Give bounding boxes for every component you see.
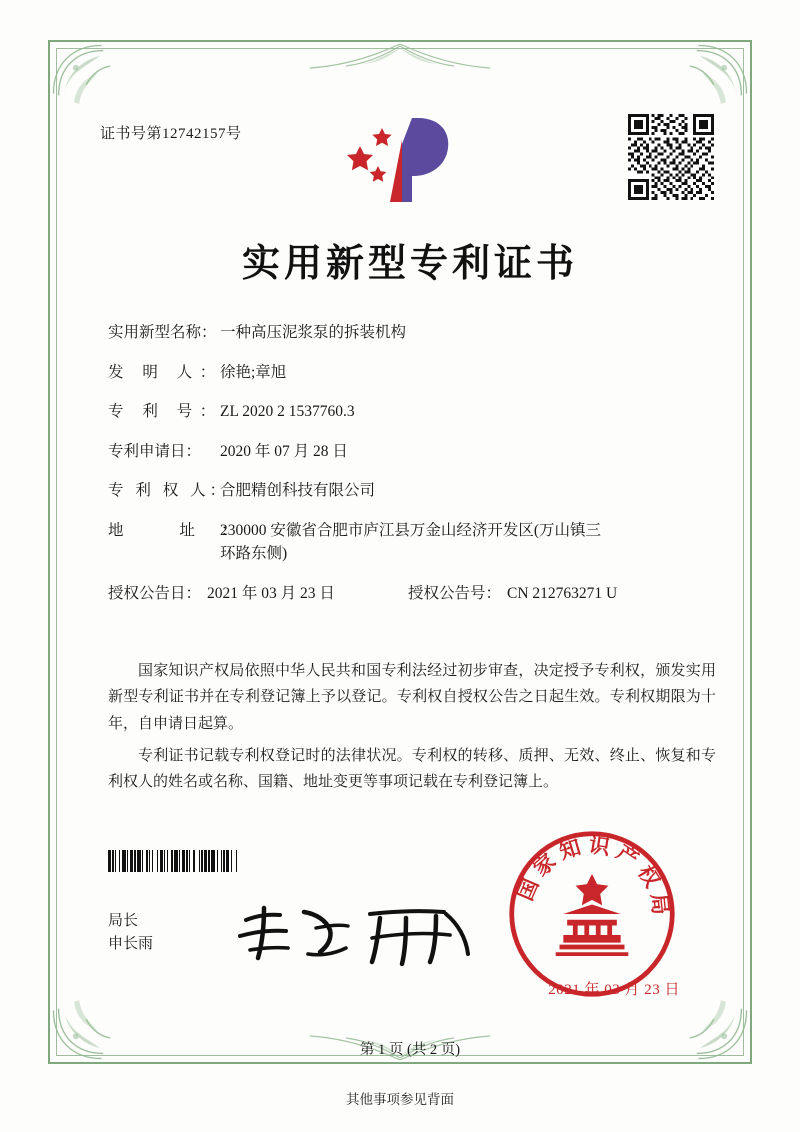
paragraph-2: 专利证书记载专利权登记时的法律状况。专利权的转移、质押、无效、终止、恢复和专利权人的姓名或名称、国籍、地址变更等事项记载在专利登记簿上。 <box>108 747 716 790</box>
barcode <box>108 850 323 872</box>
seal-date: 2021 年 03 月 23 日 <box>548 982 680 998</box>
signature-block <box>108 910 153 957</box>
field-list <box>108 325 720 607</box>
signature-name: 申长雨 <box>108 936 154 953</box>
field-row-application-date <box>108 444 720 460</box>
field-row-patent-number <box>108 404 720 420</box>
page-number: 第 1 页 (共 2 页) <box>359 1042 461 1058</box>
handwritten-signature-icon <box>230 898 490 970</box>
field-value: 徐艳;章旭 <box>220 363 287 381</box>
cnipa-logo-icon <box>340 110 470 210</box>
page-title: 实用新型专利证书 <box>241 241 578 285</box>
field-label: 专利申请日： <box>108 442 202 460</box>
field-label: 专 利 权 人： <box>108 482 230 499</box>
field-row-patentee <box>108 483 720 499</box>
field-label: 实用新型名称： <box>108 324 217 341</box>
field-label: 授权公告号： <box>408 584 502 602</box>
field-row-utility-model-name <box>108 325 720 341</box>
svg-text:国家知识产权局: 国家知识产权局 <box>512 831 675 922</box>
edge-ornament-icon <box>150 44 650 70</box>
field-value: CN 212763271 U <box>507 584 618 602</box>
field-value: 2020 年 07 月 28 日 <box>220 442 348 460</box>
field-label: 发 明 人： <box>108 363 223 381</box>
field-value: 230000 安徽省合肥市庐江县万金山经济开发区(万山镇三 <box>220 521 602 539</box>
footnote: 其他事项参见背面 <box>346 1092 454 1107</box>
field-row-announcement <box>108 586 720 602</box>
field-label: 专 利 号： <box>108 403 223 420</box>
corner-ornament-icon <box>50 42 136 128</box>
field-value: 2021 年 03 月 23 日 <box>207 584 335 602</box>
field-value-line2: 环路东侧) <box>220 545 288 562</box>
official-seal <box>506 828 678 1000</box>
field-row-inventor <box>108 365 720 381</box>
field-value: 合肥精创科技有限公司 <box>220 482 376 499</box>
field-value: ZL 2020 2 1537760.3 <box>220 403 355 420</box>
field-label: 地 址： <box>108 521 263 539</box>
certificate-number: 证书号第12742157号 <box>100 126 242 142</box>
legal-text <box>108 658 716 801</box>
field-value-wrap <box>220 523 720 562</box>
announcement-number <box>408 586 617 602</box>
signature-role: 局长 <box>108 913 139 929</box>
qr-code <box>628 114 714 200</box>
paragraph-1: 国家知识产权局依照中华人民共和国专利法经过初步审查，决定授予专利权，颁发实用新型专利证书并在专利登记簿上予以登记。专利权自授权公告之日起生效。专利权期限为十年，自申请日起算。 <box>108 663 716 732</box>
announcement-date <box>108 586 408 602</box>
field-value: 一种高压泥浆泵的拆装机构 <box>220 324 407 341</box>
field-row-address <box>108 523 720 562</box>
field-label: 授权公告日： <box>108 584 202 602</box>
